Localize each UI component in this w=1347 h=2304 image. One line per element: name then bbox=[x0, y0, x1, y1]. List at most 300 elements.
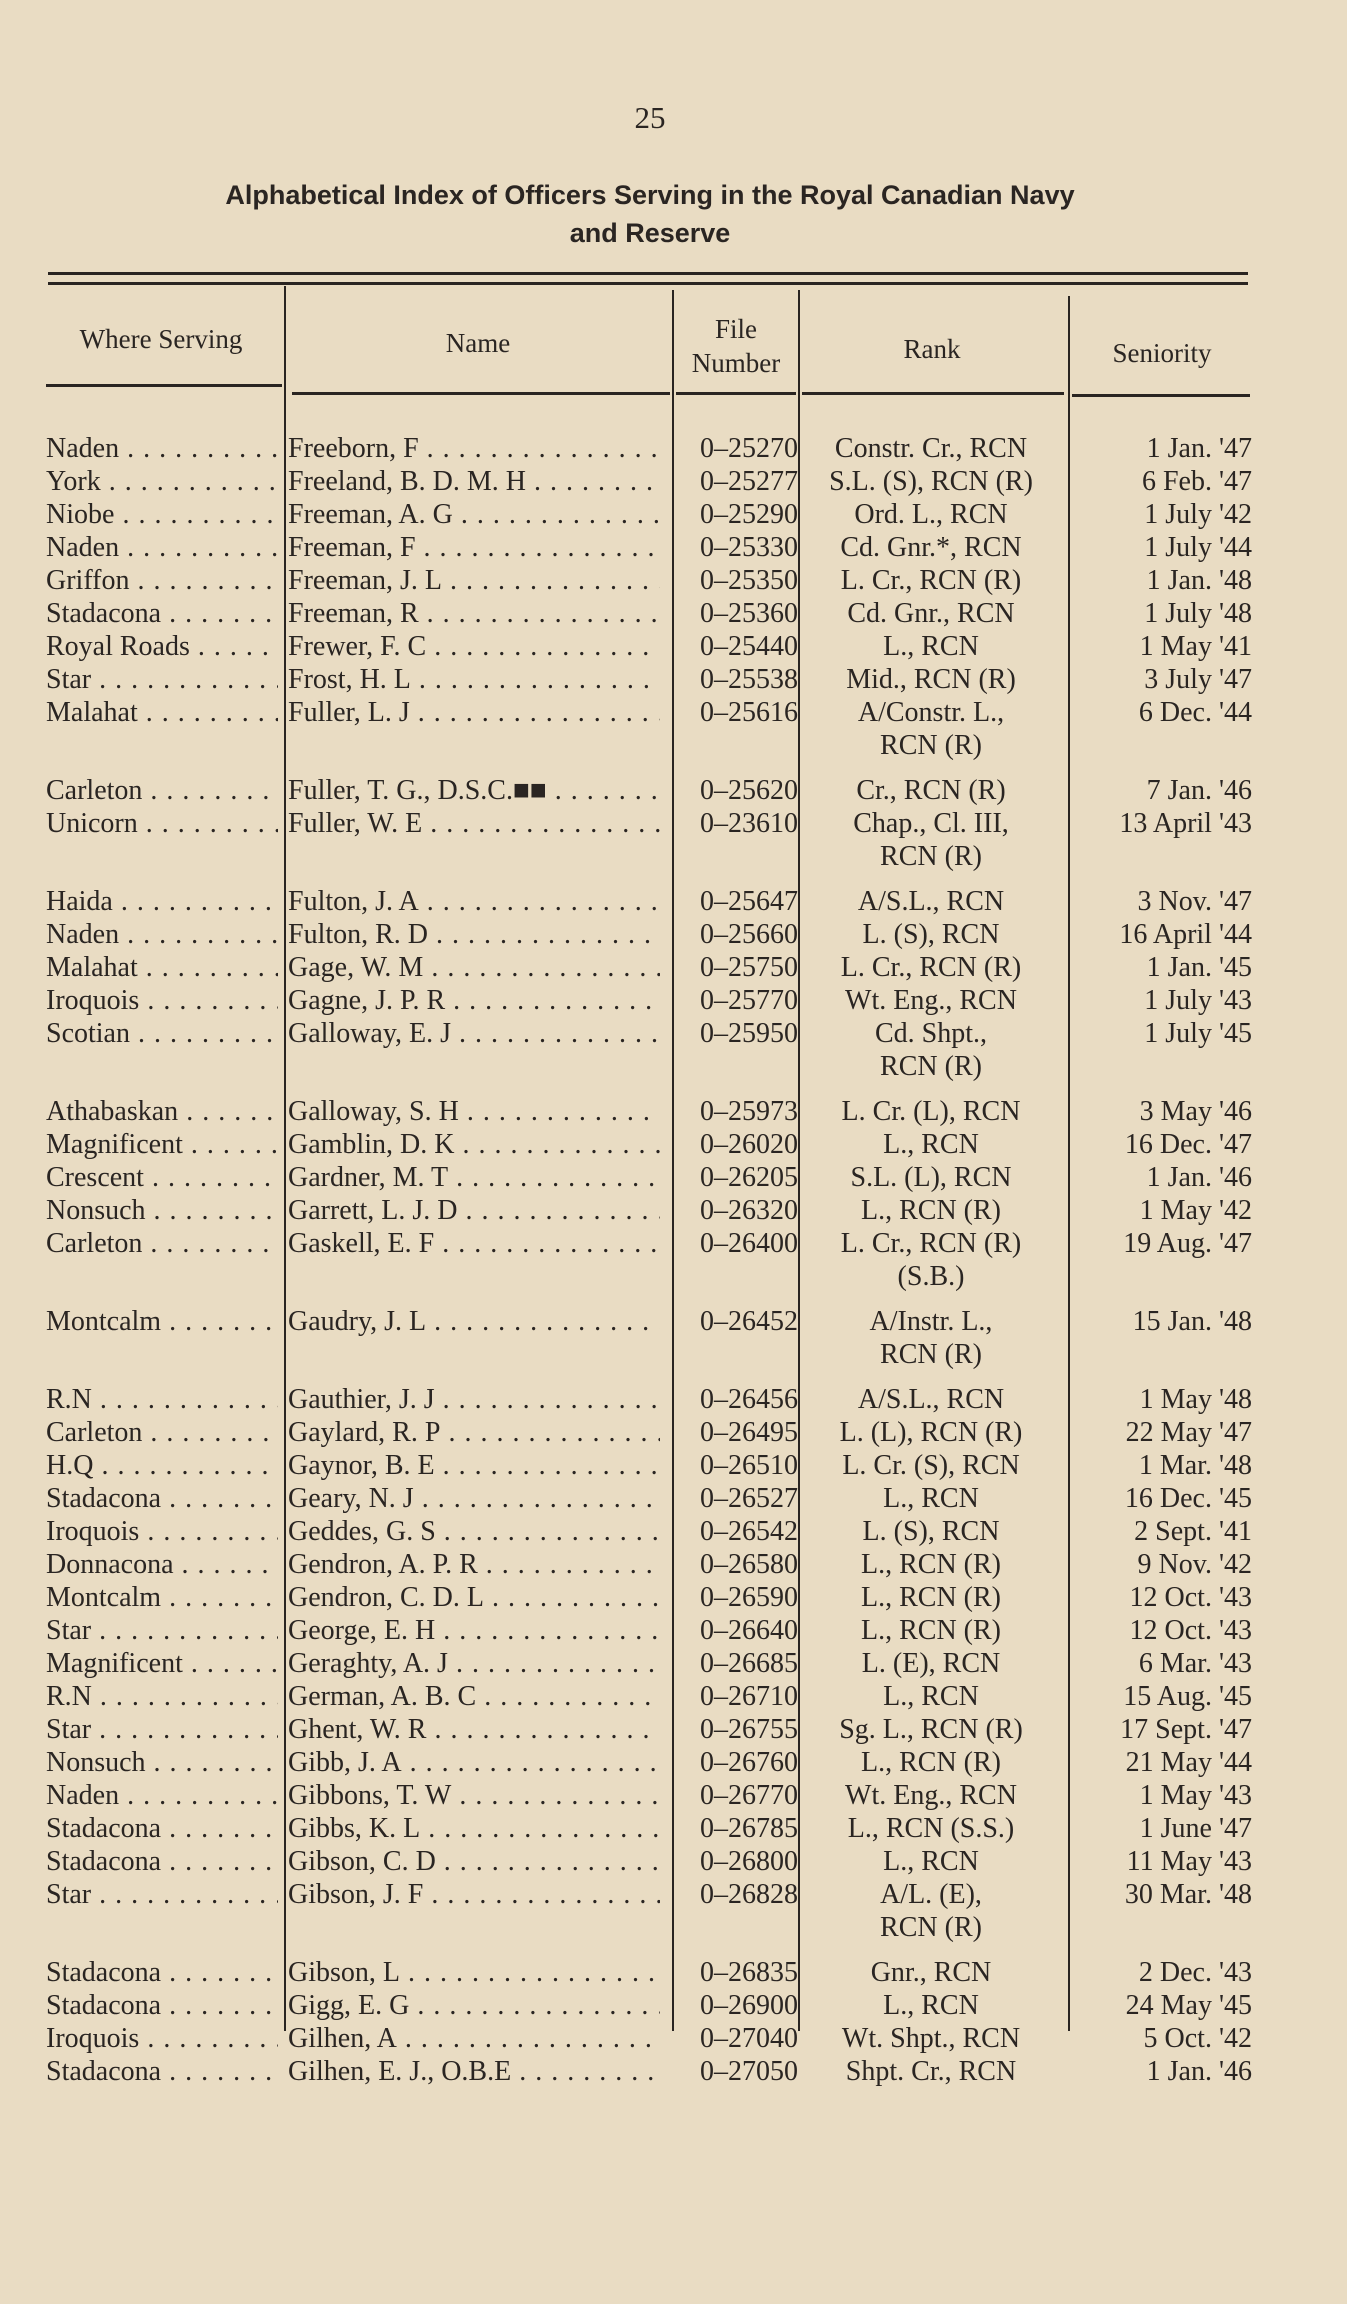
file-number-cell bbox=[680, 564, 798, 598]
seniority-cell-text: 15 Aug. '45 bbox=[1123, 1681, 1252, 1712]
seniority-cell-text: 1 Jan. '46 bbox=[1146, 1162, 1252, 1193]
table-row bbox=[0, 1989, 1347, 2023]
seniority-cell bbox=[1072, 1713, 1252, 1747]
seniority-cell bbox=[1072, 1515, 1252, 1549]
name-cell bbox=[288, 984, 660, 1018]
rank-continuation: RCN (R) bbox=[880, 1912, 982, 1943]
seniority-cell-text: 21 May '44 bbox=[1125, 1747, 1252, 1778]
seniority-cell bbox=[1072, 2055, 1252, 2089]
seniority-cell-text: 9 Nov. '42 bbox=[1137, 1549, 1252, 1580]
seniority-cell bbox=[1072, 1017, 1252, 1051]
table-row bbox=[0, 564, 1347, 598]
seniority-cell-text: 11 May '43 bbox=[1126, 1846, 1252, 1877]
seniority-cell-text: 1 July '42 bbox=[1144, 499, 1252, 530]
where-serving-cell bbox=[46, 1128, 278, 1162]
name-cell bbox=[288, 597, 660, 631]
where-serving-cell-text: Nonsuch bbox=[46, 1747, 146, 1778]
seniority-cell-text: 12 Oct. '43 bbox=[1129, 1582, 1252, 1613]
where-serving-cell bbox=[46, 1956, 278, 1990]
file-number-cell bbox=[680, 1956, 798, 1990]
rank-cell-text: Cr., RCN (R) bbox=[856, 775, 1006, 806]
name-cell bbox=[288, 1989, 660, 2023]
seniority-cell-text: 6 Dec. '44 bbox=[1138, 697, 1252, 728]
file-number-cell bbox=[680, 1746, 798, 1780]
name-cell-text: Gauthier, J. J bbox=[288, 1384, 435, 1415]
seniority-cell bbox=[1072, 465, 1252, 499]
file-number-cell bbox=[680, 1161, 798, 1195]
name-cell bbox=[288, 1845, 660, 1879]
name-cell bbox=[288, 918, 660, 952]
file-number-cell bbox=[680, 1482, 798, 1516]
file-number-cell bbox=[680, 597, 798, 631]
rank-cell-text: A/L. (E), bbox=[880, 1879, 982, 1910]
where-serving-cell-text: H.Q bbox=[46, 1450, 94, 1481]
name-cell bbox=[288, 432, 660, 466]
rank-cell bbox=[800, 774, 1062, 808]
where-serving-cell-text: R.N bbox=[46, 1681, 92, 1712]
where-serving-cell bbox=[46, 1305, 278, 1339]
rank-cell-text: A/S.L., RCN bbox=[857, 1384, 1005, 1415]
rank-cell bbox=[800, 951, 1062, 985]
where-serving-cell bbox=[46, 1095, 278, 1129]
table-row bbox=[0, 1713, 1347, 1747]
where-serving-cell-text: Montcalm bbox=[46, 1582, 162, 1613]
rank-cell bbox=[800, 1227, 1062, 1261]
file-number-cell bbox=[680, 630, 798, 664]
file-number-cell-text: 0–25770 bbox=[700, 985, 798, 1016]
name-cell bbox=[288, 1161, 660, 1195]
name-cell-text: Gilhen, A bbox=[288, 2023, 397, 2054]
name-cell bbox=[288, 630, 660, 664]
file-number-cell bbox=[680, 807, 798, 841]
where-serving-cell bbox=[46, 1017, 278, 1051]
seniority-cell-text: 13 April '43 bbox=[1119, 808, 1252, 839]
rank-cell bbox=[800, 1515, 1062, 1549]
table-row bbox=[0, 885, 1347, 919]
where-serving-cell-text: Athabaskan bbox=[46, 1096, 179, 1127]
file-number-cell bbox=[680, 951, 798, 985]
rank-cell bbox=[800, 1989, 1062, 2023]
where-serving-cell bbox=[46, 630, 278, 664]
seniority-cell bbox=[1072, 1812, 1252, 1846]
seniority-cell bbox=[1072, 774, 1252, 808]
rank-cell-text: L. Cr. (L), RCN bbox=[841, 1096, 1021, 1127]
rank-cell-text: Cd. Gnr.*, RCN bbox=[840, 532, 1022, 563]
seniority-cell-text: 1 May '48 bbox=[1139, 1384, 1252, 1415]
rank-cell bbox=[800, 1680, 1062, 1714]
name-cell bbox=[288, 1647, 660, 1681]
file-number-cell-text: 0–26835 bbox=[700, 1957, 798, 1988]
rank-cell-text: L. Cr., RCN (R) bbox=[840, 1228, 1022, 1259]
file-number-cell-text: 0–26456 bbox=[700, 1384, 798, 1415]
seniority-cell-text: 22 May '47 bbox=[1125, 1417, 1252, 1448]
file-number-cell-text: 0–26590 bbox=[700, 1582, 798, 1613]
seniority-cell-text: 15 Jan. '48 bbox=[1132, 1306, 1252, 1337]
table-row bbox=[0, 531, 1347, 565]
where-serving-cell bbox=[46, 564, 278, 598]
seniority-cell bbox=[1072, 1647, 1252, 1681]
page-title bbox=[60, 176, 1240, 252]
seniority-cell-text: 6 Feb. '47 bbox=[1141, 466, 1252, 497]
where-serving-cell bbox=[46, 432, 278, 466]
rank-cell-text: Chap., Cl. III, bbox=[853, 808, 1009, 839]
file-number-cell-text: 0–25270 bbox=[700, 433, 798, 464]
name-cell-text: Fulton, R. D bbox=[288, 919, 429, 950]
where-serving-cell-text: Stadacona bbox=[46, 1957, 162, 1988]
name-cell-text: Garrett, L. J. D bbox=[288, 1195, 458, 1226]
seniority-cell-text: 3 Nov. '47 bbox=[1137, 886, 1252, 917]
where-serving-cell-text: Star bbox=[46, 1879, 92, 1910]
name-cell-text: George, E. H bbox=[288, 1615, 436, 1646]
where-serving-cell-text: Naden bbox=[46, 433, 120, 464]
seniority-cell-text: 17 Sept. '47 bbox=[1120, 1714, 1252, 1745]
table-row bbox=[0, 1614, 1347, 1648]
table-row bbox=[0, 1416, 1347, 1450]
rank-cell-text: Wt. Shpt., RCN bbox=[841, 2023, 1021, 2054]
file-number-cell-text: 0–25440 bbox=[700, 631, 798, 662]
where-serving-cell bbox=[46, 1227, 278, 1261]
where-serving-cell bbox=[46, 951, 278, 985]
name-cell bbox=[288, 1812, 660, 1846]
rank-cell bbox=[800, 696, 1062, 730]
rank-cell bbox=[800, 984, 1062, 1018]
seniority-cell-text: 1 June '47 bbox=[1139, 1813, 1252, 1844]
where-serving-cell-text: Stadacona bbox=[46, 1483, 162, 1514]
rank-cell bbox=[800, 597, 1062, 631]
file-number-cell-text: 0–25277 bbox=[700, 466, 798, 497]
file-number-cell-text: 0–25950 bbox=[700, 1018, 798, 1049]
name-cell-text: Gaudry, J. L bbox=[288, 1306, 427, 1337]
rank-cell bbox=[800, 1647, 1062, 1681]
table-row bbox=[0, 951, 1347, 985]
table-row bbox=[0, 1956, 1347, 1990]
seniority-cell bbox=[1072, 1194, 1252, 1228]
name-cell bbox=[288, 1095, 660, 1129]
seniority-cell bbox=[1072, 1449, 1252, 1483]
name-cell-text: Galloway, E. J bbox=[288, 1018, 452, 1049]
file-number-cell bbox=[680, 1416, 798, 1450]
where-serving-cell-text: Iroquois bbox=[46, 2023, 140, 2054]
file-number-cell bbox=[680, 1647, 798, 1681]
table-row bbox=[0, 1581, 1347, 1615]
seniority-cell bbox=[1072, 1989, 1252, 2023]
rank-continuation: RCN (R) bbox=[880, 1051, 982, 1082]
where-serving-cell-text: Magnificent bbox=[46, 1129, 183, 1160]
header-underline-seniority bbox=[1072, 394, 1250, 397]
header-where-serving: Where Serving bbox=[79, 324, 243, 354]
where-serving-cell bbox=[46, 696, 278, 730]
rank-cell-text: L., RCN bbox=[883, 1846, 979, 1877]
header-rank: Rank bbox=[903, 334, 961, 364]
file-number-cell-text: 0–26205 bbox=[700, 1162, 798, 1193]
rank-cell bbox=[800, 885, 1062, 919]
seniority-cell-text: 30 Mar. '48 bbox=[1124, 1879, 1252, 1910]
name-cell-text: Gaynor, B. E bbox=[288, 1450, 435, 1481]
header-underline-rank bbox=[802, 392, 1064, 395]
rank-continuation: (S.B.) bbox=[897, 1261, 965, 1292]
where-serving-cell bbox=[46, 1515, 278, 1549]
name-cell bbox=[288, 465, 660, 499]
rank-cell bbox=[800, 1581, 1062, 1615]
rank-cell-text: Mid., RCN (R) bbox=[846, 664, 1016, 695]
where-serving-cell-text: Stadacona bbox=[46, 598, 162, 629]
where-serving-cell bbox=[46, 1713, 278, 1747]
seniority-cell bbox=[1072, 1581, 1252, 1615]
rank-cell bbox=[800, 1812, 1062, 1846]
rank-cell-text: Cd. Shpt., bbox=[874, 1018, 988, 1049]
name-cell-text: Geraghty, A. J bbox=[288, 1648, 448, 1679]
where-serving-cell bbox=[46, 1812, 278, 1846]
where-serving-cell-text: Carleton bbox=[46, 775, 143, 806]
rank-continuation: RCN (R) bbox=[880, 1339, 982, 1370]
name-cell-text: Freeman, F bbox=[288, 532, 416, 563]
name-cell-text: Gage, W. M bbox=[288, 952, 424, 983]
name-cell-text: Fuller, T. G., D.S.C.■■ bbox=[288, 775, 547, 806]
table-row bbox=[0, 918, 1347, 952]
rank-cell-text: L. (E), RCN bbox=[861, 1648, 1001, 1679]
name-cell bbox=[288, 1614, 660, 1648]
file-number-cell bbox=[680, 984, 798, 1018]
where-serving-cell-text: Stadacona bbox=[46, 1813, 162, 1844]
rank-cell-text: L., RCN (R) bbox=[861, 1549, 1001, 1580]
table-row bbox=[0, 1128, 1347, 1162]
file-number-cell bbox=[680, 918, 798, 952]
rank-cell-text: Wt. Eng., RCN bbox=[845, 1780, 1017, 1811]
file-number-cell bbox=[680, 465, 798, 499]
rank-cell-text: L. Cr., RCN (R) bbox=[840, 565, 1022, 596]
where-serving-cell bbox=[46, 984, 278, 1018]
name-cell-text: Gardner, M. T bbox=[288, 1162, 449, 1193]
file-number-cell bbox=[680, 1227, 798, 1261]
name-cell-text: Freeman, J. L bbox=[288, 565, 442, 596]
rank-cell-text: Gnr., RCN bbox=[870, 1957, 992, 1988]
name-cell-text: Fuller, W. E bbox=[288, 808, 423, 839]
file-number-cell-text: 0–23610 bbox=[700, 808, 798, 839]
header-file-line2: Number bbox=[691, 348, 781, 378]
where-serving-cell bbox=[46, 918, 278, 952]
file-number-cell-text: 0–26320 bbox=[700, 1195, 798, 1226]
where-serving-cell-text: Crescent bbox=[46, 1162, 144, 1193]
seniority-cell bbox=[1072, 1845, 1252, 1879]
rank-cell bbox=[800, 1305, 1062, 1339]
name-cell bbox=[288, 1416, 660, 1450]
name-cell bbox=[288, 1194, 660, 1228]
rank-cell-text: L. (S), RCN bbox=[862, 1516, 1000, 1547]
file-number-cell-text: 0–26510 bbox=[700, 1450, 798, 1481]
seniority-cell-text: 3 July '47 bbox=[1144, 664, 1252, 695]
where-serving-cell bbox=[46, 597, 278, 631]
where-serving-cell bbox=[46, 1548, 278, 1582]
rank-cell bbox=[800, 1449, 1062, 1483]
seniority-cell-text: 1 Mar. '48 bbox=[1138, 1450, 1252, 1481]
where-serving-cell-text: Niobe bbox=[46, 499, 115, 530]
name-cell bbox=[288, 774, 660, 808]
file-number-cell bbox=[680, 1383, 798, 1417]
seniority-cell-text: 1 May '43 bbox=[1139, 1780, 1252, 1811]
seniority-cell bbox=[1072, 498, 1252, 532]
name-cell bbox=[288, 1746, 660, 1780]
table-row bbox=[0, 1449, 1347, 1483]
header-underline-file bbox=[676, 392, 796, 395]
file-number-cell bbox=[680, 1548, 798, 1582]
file-number-cell-text: 0–26640 bbox=[700, 1615, 798, 1646]
name-cell bbox=[288, 1305, 660, 1339]
name-cell-text: Freeman, A. G bbox=[288, 499, 453, 530]
name-cell-text: Freeborn, F bbox=[288, 433, 419, 464]
file-number-cell-text: 0–26020 bbox=[700, 1129, 798, 1160]
file-number-cell-text: 0–27040 bbox=[700, 2023, 798, 2054]
where-serving-cell bbox=[46, 1194, 278, 1228]
rank-cell-text: Ord. L., RCN bbox=[854, 499, 1008, 530]
name-cell-text: Gaskell, E. F bbox=[288, 1228, 435, 1259]
rank-cell bbox=[800, 1482, 1062, 1516]
file-number-cell bbox=[680, 531, 798, 565]
where-serving-cell-text: Stadacona bbox=[46, 1990, 162, 2021]
where-serving-cell-text: R.N bbox=[46, 1384, 92, 1415]
file-number-cell-text: 0–26770 bbox=[700, 1780, 798, 1811]
seniority-cell bbox=[1072, 1305, 1252, 1339]
table-row bbox=[0, 984, 1347, 1018]
where-serving-cell-text: Stadacona bbox=[46, 1846, 162, 1877]
file-number-cell bbox=[680, 1680, 798, 1714]
seniority-cell bbox=[1072, 1161, 1252, 1195]
name-cell-text: Freeland, B. D. M. H bbox=[288, 466, 526, 497]
name-cell bbox=[288, 885, 660, 919]
name-cell-text: Gigg, E. G bbox=[288, 1990, 410, 2021]
file-number-cell bbox=[680, 1845, 798, 1879]
table-row bbox=[0, 597, 1347, 631]
rank-cell-text: L. (L), RCN (R) bbox=[839, 1417, 1023, 1448]
seniority-cell bbox=[1072, 1227, 1252, 1261]
file-number-cell-text: 0–25620 bbox=[700, 775, 798, 806]
name-cell bbox=[288, 1581, 660, 1615]
file-number-cell bbox=[680, 1017, 798, 1051]
page-number: 25 bbox=[634, 100, 666, 135]
seniority-cell-text: 1 July '48 bbox=[1144, 598, 1252, 629]
rank-cell bbox=[800, 1128, 1062, 1162]
where-serving-cell bbox=[46, 1383, 278, 1417]
table-row bbox=[0, 1746, 1347, 1780]
rank-cell-text: L., RCN bbox=[883, 1681, 979, 1712]
table-row bbox=[0, 465, 1347, 499]
name-cell-text: Fuller, L. J bbox=[288, 697, 410, 728]
where-serving-cell bbox=[46, 885, 278, 919]
file-number-cell bbox=[680, 1878, 798, 1912]
file-number-cell bbox=[680, 2022, 798, 2056]
rank-cell-text: L. (S), RCN bbox=[862, 919, 1000, 950]
rank-cell bbox=[800, 1845, 1062, 1879]
seniority-cell bbox=[1072, 885, 1252, 919]
seniority-cell-text: 2 Dec. '43 bbox=[1138, 1957, 1252, 1988]
where-serving-cell bbox=[46, 1878, 278, 1912]
file-number-cell-text: 0–26400 bbox=[700, 1228, 798, 1259]
where-serving-cell-text: Star bbox=[46, 1615, 92, 1646]
file-number-cell bbox=[680, 1779, 798, 1813]
seniority-cell-text: 1 Jan. '45 bbox=[1146, 952, 1252, 983]
file-number-cell-text: 0–25290 bbox=[700, 499, 798, 530]
where-serving-cell bbox=[46, 2022, 278, 2056]
file-number-cell bbox=[680, 663, 798, 697]
header-name: Name bbox=[445, 328, 511, 358]
name-cell-text: Gibson, L bbox=[288, 1957, 400, 1988]
seniority-cell-text: 1 July '44 bbox=[1144, 532, 1252, 563]
file-number-cell bbox=[680, 696, 798, 730]
name-cell bbox=[288, 807, 660, 841]
seniority-cell-text: 12 Oct. '43 bbox=[1129, 1615, 1252, 1646]
file-number-cell-text: 0–26685 bbox=[700, 1648, 798, 1679]
file-number-cell-text: 0–26900 bbox=[700, 1990, 798, 2021]
seniority-cell-text: 7 Jan. '46 bbox=[1146, 775, 1252, 806]
name-cell-text: Gibbs, K. L bbox=[288, 1813, 421, 1844]
file-number-cell bbox=[680, 2055, 798, 2089]
rank-cell-text: L., RCN bbox=[883, 631, 979, 662]
rank-cell bbox=[800, 1416, 1062, 1450]
where-serving-cell bbox=[46, 1482, 278, 1516]
where-serving-cell-text: Malahat bbox=[46, 697, 138, 728]
table-row bbox=[0, 630, 1347, 664]
seniority-cell-text: 16 Dec. '45 bbox=[1124, 1483, 1252, 1514]
file-number-cell-text: 0–27050 bbox=[700, 2056, 798, 2087]
where-serving-cell bbox=[46, 465, 278, 499]
where-serving-cell-text: Malahat bbox=[46, 952, 138, 983]
where-serving-cell bbox=[46, 498, 278, 532]
name-cell bbox=[288, 564, 660, 598]
rank-continuation: RCN (R) bbox=[880, 841, 982, 872]
rank-cell bbox=[800, 630, 1062, 664]
where-serving-cell-text: Magnificent bbox=[46, 1648, 183, 1679]
seniority-cell bbox=[1072, 531, 1252, 565]
file-number-cell-text: 0–25330 bbox=[700, 532, 798, 563]
seniority-cell bbox=[1072, 597, 1252, 631]
rank-cell bbox=[800, 807, 1062, 841]
seniority-cell-text: 1 July '43 bbox=[1144, 985, 1252, 1016]
file-number-cell bbox=[680, 1812, 798, 1846]
file-number-cell-text: 0–25647 bbox=[700, 886, 798, 917]
seniority-cell-text: 1 May '41 bbox=[1139, 631, 1252, 662]
name-cell-text: Geddes, G. S bbox=[288, 1516, 436, 1547]
rank-cell bbox=[800, 531, 1062, 565]
rank-cell bbox=[800, 2055, 1062, 2089]
seniority-cell bbox=[1072, 1095, 1252, 1129]
name-cell-text: Freeman, R bbox=[288, 598, 419, 629]
name-cell bbox=[288, 1680, 660, 1714]
rank-cell-text: Cd. Gnr., RCN bbox=[847, 598, 1015, 629]
file-number-cell-text: 0–25750 bbox=[700, 952, 798, 983]
rank-cell-text: A/Constr. L., bbox=[857, 697, 1005, 728]
seniority-cell bbox=[1072, 432, 1252, 466]
where-serving-cell bbox=[46, 1989, 278, 2023]
seniority-cell bbox=[1072, 630, 1252, 664]
double-rule-top bbox=[48, 272, 1248, 275]
name-cell bbox=[288, 663, 660, 697]
header-seniority: Seniority bbox=[1112, 338, 1212, 368]
seniority-cell bbox=[1072, 1779, 1252, 1813]
name-cell bbox=[288, 1713, 660, 1747]
table-row bbox=[0, 1305, 1347, 1339]
seniority-cell-text: 1 Jan. '48 bbox=[1146, 565, 1252, 596]
name-cell-text: Gibbons, T. W bbox=[288, 1780, 452, 1811]
table-row bbox=[0, 696, 1347, 730]
name-cell-text: Gibb, J. A bbox=[288, 1747, 402, 1778]
rank-cell bbox=[800, 1194, 1062, 1228]
table-row bbox=[0, 1812, 1347, 1846]
table-row bbox=[0, 1515, 1347, 1549]
name-cell-text: Frewer, F. C bbox=[288, 631, 427, 662]
name-cell-text: Gamblin, D. K bbox=[288, 1129, 455, 1160]
file-number-cell-text: 0–26800 bbox=[700, 1846, 798, 1877]
name-cell-text: Fulton, J. A bbox=[288, 886, 419, 917]
rank-cell-text: L., RCN (R) bbox=[861, 1747, 1001, 1778]
